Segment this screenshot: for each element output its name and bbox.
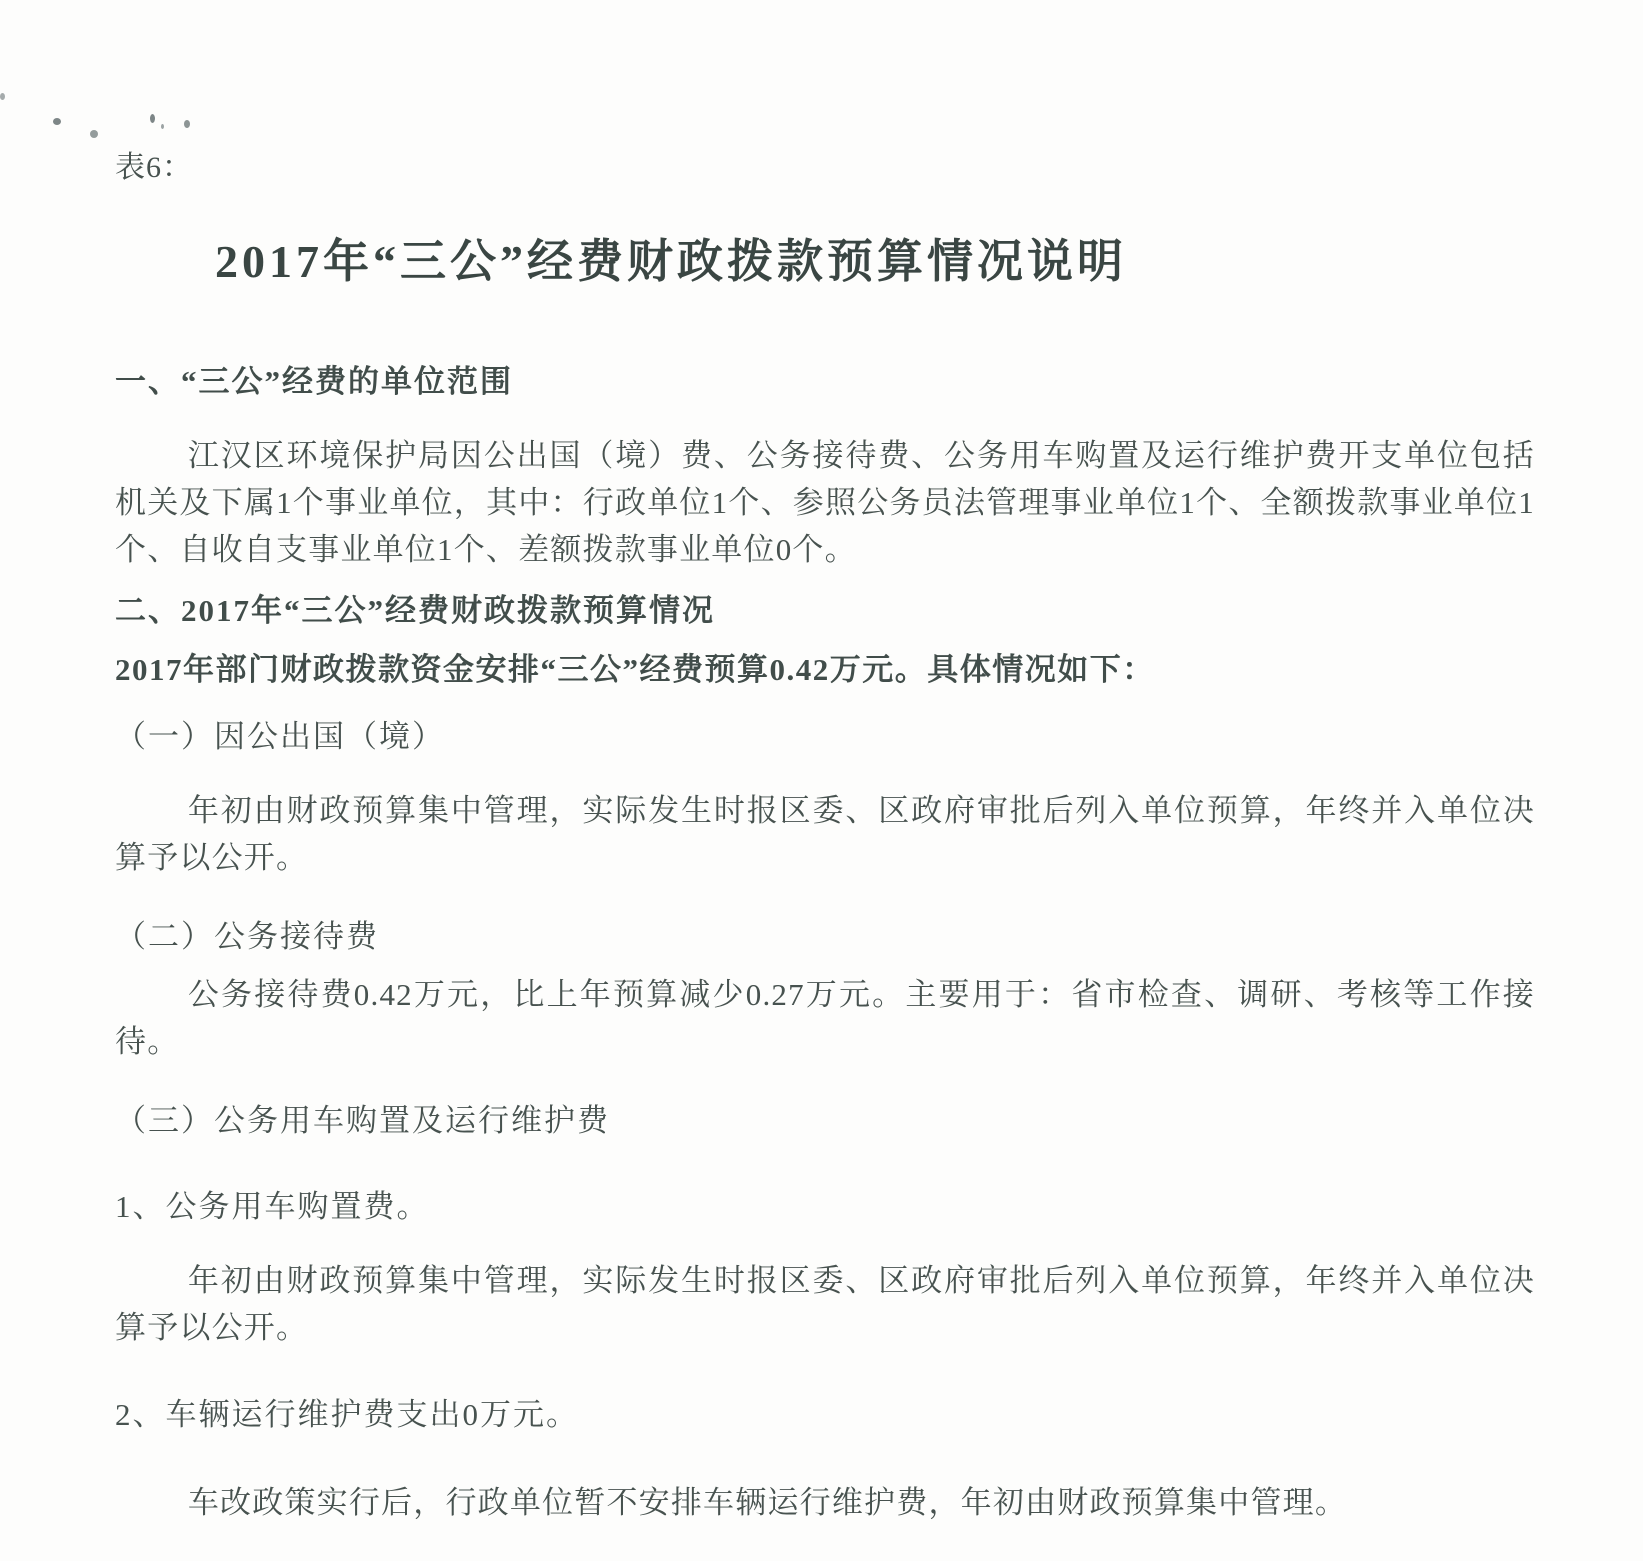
table-label: 表6： [115, 151, 193, 184]
item-2-heading: 2、车辆运行维护费支出0万元。 [115, 1397, 579, 1432]
document-title: 2017年“三公”经费财政拨款预算情况说明 [215, 236, 1127, 287]
item-2-paragraph: 车改政策实行后，行政单位暂不安排车辆运行维护费，年初由财政预算集中管理。 [187, 1485, 1348, 1520]
scan-speck [0, 93, 5, 100]
subsection-2-heading: （二）公务接待费 [115, 919, 379, 954]
scan-speck [184, 120, 190, 128]
subsection-2-paragraph: 公务接待费0.42万元，比上年预算减少0.27万元。主要用于：省市检查、调研、考核等工作接待。 [115, 977, 1535, 1059]
scan-speck [161, 124, 164, 129]
subsection-3-heading: （三）公务用车购置及运行维护费 [115, 1103, 610, 1138]
subsection-1-heading: （一）因公出国（境） [115, 719, 445, 754]
section-2-intro: 2017年部门财政拨款资金安排“三公”经费预算0.42万元。具体情况如下： [115, 652, 1155, 687]
item-1-heading: 1、公务用车购置费。 [115, 1189, 430, 1224]
section-2-heading: 二、2017年“三公”经费财政拨款预算情况 [115, 593, 715, 628]
document-content [115, 148, 1535, 1526]
section-1-paragraph: 江汉区环境保护局因公出国（境）费、公务接待费、公务用车购置及运行维护费开支单位包括机关及下属1个事业单位，其中：行政单位1个、参照公务员法管理事业单位1个、全额拨款事业单位1个、自收自支事业单位1个、差额拨款事业单位0个。 [115, 438, 1535, 567]
scan-speck [53, 118, 61, 125]
subsection-1-paragraph: 年初由财政预算集中管理，实际发生时报区委、区政府审批后列入单位预算，年终并入单位决算予以公开。 [115, 793, 1535, 875]
section-1-heading: 一、“三公”经费的单位范围 [115, 364, 513, 399]
scan-speck [90, 130, 98, 138]
scan-speck [150, 114, 155, 123]
item-1-paragraph: 年初由财政预算集中管理，实际发生时报区委、区政府审批后列入单位预算，年终并入单位决算予以公开。 [115, 1263, 1535, 1345]
